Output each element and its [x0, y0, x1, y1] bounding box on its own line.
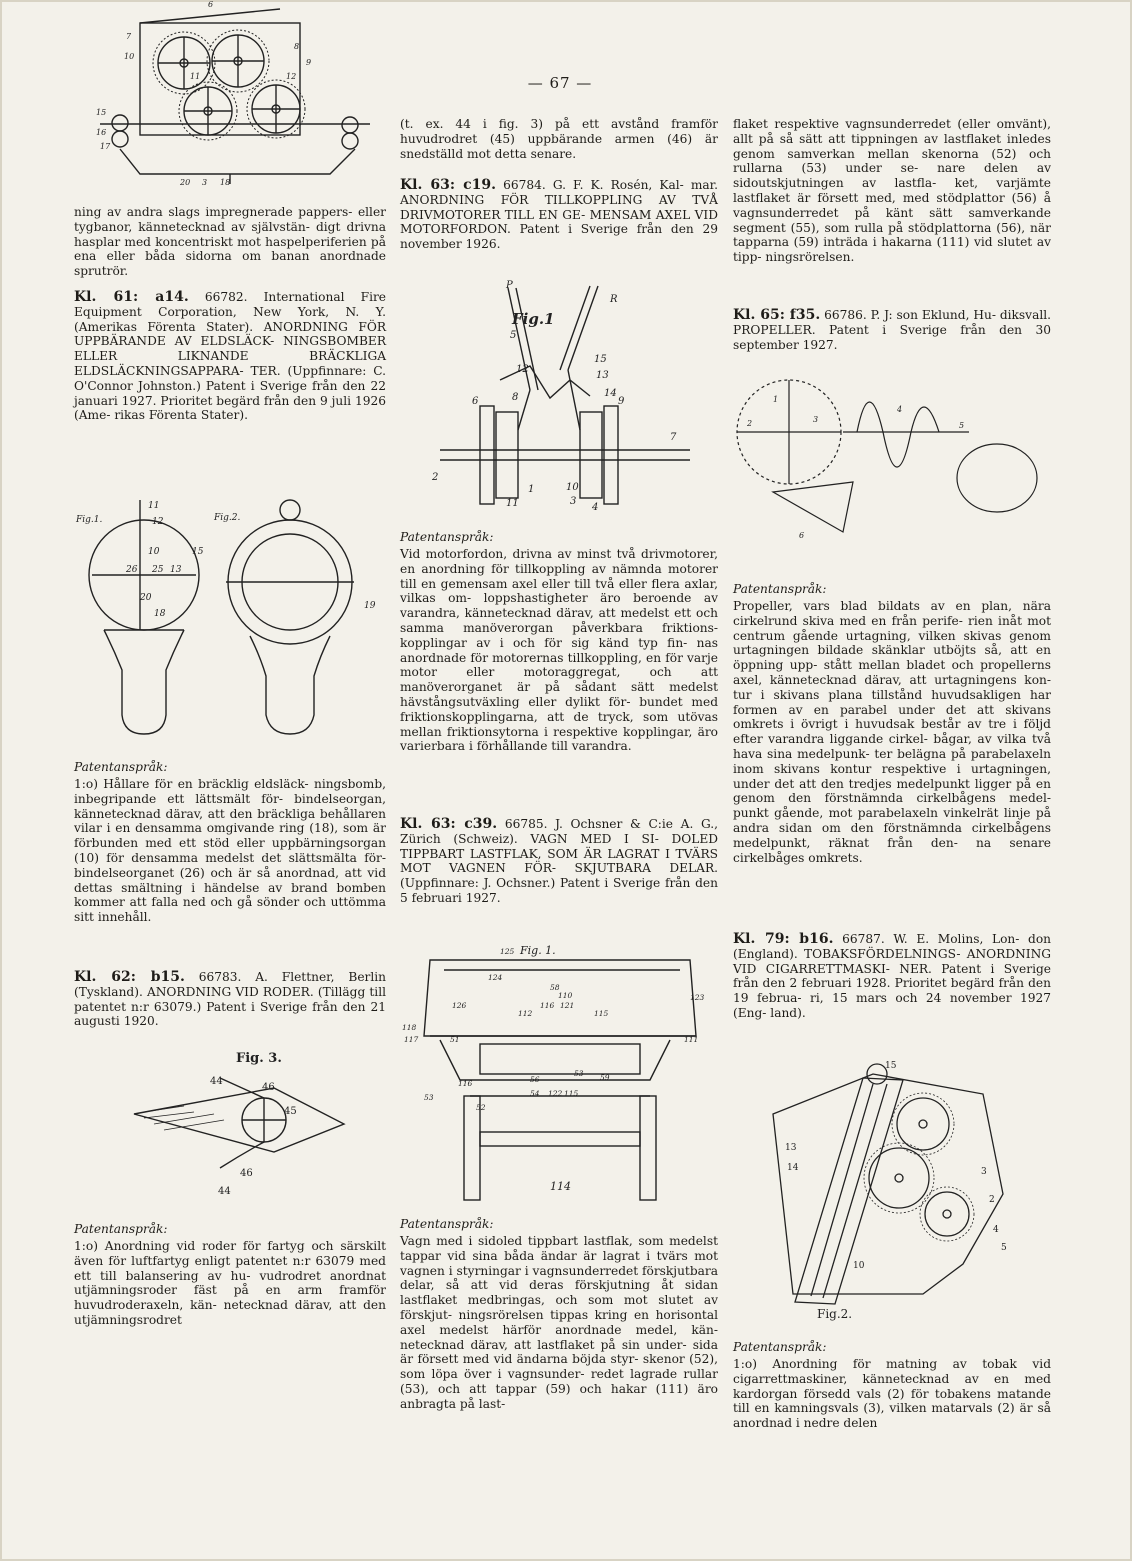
- figure-motor-coupling: [420, 280, 700, 515]
- continued-paragraph: flaket respektive vagnsunderredet (eller omvänt), allt på så sätt att tippningen av lastflaket inledes genom samverkan mellan skenorna (52) och rullarna (53) under se- nare delen av sidoutskjutningen av lastfla- ket, varjämte lastflaket är försett med, med stödplattor (56) å vagnsunderredet på känt sätt samverkande segment (55), som rulla på stödplattorna (56), när tapparna (59) inträda i hakarna (111) vid slutet av tipp- ningsrörelsen.: [733, 117, 1051, 265]
- continued-paragraph: (t. ex. 44 i fig. 3) på ett avstånd framför huvudrodret (45) uppbärande armen (46) är snedställd mot detta senare.: [400, 117, 718, 161]
- entry-65-header: [733, 308, 1051, 352]
- fig-wagon-label: 54: [530, 1089, 540, 1098]
- fig-propeller-label: 5: [959, 421, 965, 430]
- fig-coupling-label: 2: [432, 472, 439, 483]
- fig-cig-label: 2: [989, 1195, 995, 1205]
- fig-wagon-label: 58: [550, 983, 560, 992]
- fig-wagon-label: 53: [424, 1093, 434, 1102]
- fig3-label: 44: [210, 1076, 223, 1087]
- fig-bomb-label: 10: [148, 547, 160, 557]
- fig-wagon-label: 116: [458, 1079, 473, 1088]
- fig-coupling-label: 13: [596, 370, 609, 381]
- fig3-label: 44: [218, 1186, 231, 1197]
- entry-63b-header: [400, 817, 718, 906]
- fig-coupling-label: 6: [472, 396, 479, 407]
- fig-bomb-label: 25: [152, 565, 164, 575]
- fig-wagon-label: 123: [690, 993, 705, 1002]
- entry-79-body: 66787. W. E. Molins, Lon- don (England). TOBAKSFÖRDELNINGS- ANORDNING VID CIGARRETTMASKI- NER. Patent i Sverige från den 2 februari 1928. Prioritet begärd från den 19 februa- ri, 15 mars och 24 november 1927 (Eng- land).: [733, 932, 1052, 1020]
- entry-62-class: Kl. 62: b15.: [74, 969, 185, 985]
- fig-coupling-label: 14: [604, 388, 617, 399]
- entry-79-claim: 1:o) Anordning för matning av tobak vid cigarrettmaskiner, kännetecknad av en med kardorgan försedd vals (2) för tobakens matande till en kamningsvals (3), vilken matarvals (2) är så anordnad i nedre delen: [733, 1357, 1051, 1431]
- fig-top-label: 11: [190, 72, 201, 81]
- fig-wagon-title: Fig. 1.: [520, 944, 556, 957]
- fig-top-label: 17: [100, 142, 111, 151]
- fig-top-label: 16: [96, 128, 107, 137]
- entry-61-class: Kl. 61: a14.: [74, 289, 189, 305]
- entry-65-claim-label: Patentanspråk:: [733, 582, 827, 596]
- entry-62-body: 66783. A. Flettner, Berlin (Tyskland). ANORDNING VID RODER. (Tillägg till patentet n:r 63079.) Patent i Sverige från den 21 augusti 1920.: [74, 970, 387, 1029]
- fig-wagon-label: 56: [530, 1075, 540, 1084]
- fig-cig-label: 3: [981, 1167, 987, 1177]
- entry-63b-claim: Vagn med i sidoled tippbart lastflak, som medelst tappar vid sina båda ändar är lagrat i tvärs mot vagnen i styrningar i vagnsunderredet förskjutbara delar, så att vid deras förskjutning åt sidan lastflaket medbringas, och som mot slutet av förskjut- ningsrörelsen tippas kring en horisontal axel medelst härför anordnade medel, kän- netecknad därav, att lastflaket på sin under- sida är försett med vid ändarna böjda styr- skenor (52), som löpa över i vagnsunder- redet lagrade rullar (53), och att tappar (59) och hakar (111) äro anbragta på last-: [400, 1234, 718, 1411]
- fig-bomb-label: 13: [170, 565, 182, 575]
- figure-tipping-wagon: [400, 940, 718, 1210]
- figure-propeller: [733, 362, 1051, 562]
- fig-cig-label: 14: [787, 1163, 799, 1173]
- fig-wagon-label: 53: [574, 1069, 584, 1078]
- entry-63a-header: [400, 178, 718, 252]
- fig-coupling-label: P: [506, 280, 513, 291]
- fig-cig-label: 5: [1001, 1243, 1007, 1253]
- entry-62-header: [74, 970, 386, 1029]
- fig-wagon-label: 125: [500, 947, 515, 956]
- entry-62-claim-label: Patentanspråk:: [74, 1222, 168, 1236]
- fig-coupling-title: Fig.1: [512, 310, 555, 328]
- fig-propeller-label: 1: [773, 395, 779, 404]
- fig-bomb-label: 18: [154, 609, 166, 619]
- fig-coupling-label: 1: [528, 484, 535, 495]
- fig-wagon-label: 126: [452, 1001, 467, 1010]
- fig-coupling-label: 9: [618, 396, 625, 407]
- fig-coupling-label: 11: [506, 498, 519, 509]
- entry-62-claim: 1:o) Anordning vid roder för fartyg och särskilt även för luftfartyg enligt patentet n:r 63079 med ett till balansering av hu- vudrodret anordnat utjämningsroder fäst på en arm framför huvudroderaxeln, kän- netecknad därav, att den utjämningsrodret: [74, 1239, 386, 1327]
- entry-61-body: 66782. International Fire Equipment Corporation, New York, N. Y. (Amerikas Förenta Stater). ANORDNING FÖR UPPBÄRANDE AV ELDSLÄCK- NINGSBOMBER ELLER LIKNANDE BRÄCKLIGA ELDSLÄCKNINGSAPPARA- TER. (Uppfinnare: C. O'Connor Johnston.) Patent i Sverige från den 22 januari 1927. Prioritet begärd från den 9 juli 1926 (Ame- rikas Förenta Stater).: [74, 290, 387, 423]
- fig-wagon-label: 52: [476, 1103, 486, 1112]
- fig3-label: 46: [262, 1082, 275, 1093]
- fig-propeller-label: 4: [897, 405, 903, 414]
- fig-top-label: 10: [124, 52, 135, 61]
- fig-coupling-label: 7: [670, 432, 677, 443]
- fig-coupling-label: R: [610, 294, 618, 305]
- entry-79-claim-label: Patentanspråk:: [733, 1340, 827, 1354]
- fig-coupling-label: 4: [592, 502, 599, 513]
- fig-coupling-label: 15: [594, 354, 607, 365]
- fig-wagon-label: 111: [684, 1035, 699, 1044]
- fig-top-label: 20: [180, 178, 191, 187]
- page-number: — 67 —: [527, 74, 593, 92]
- continued-paragraph: ning av andra slags impregnerade pappers- eller tygbanor, kännetecknad av självstän- digt drivna hasplar med koncentriskt mot haspelperiferien på ena eller båda sidorna om banan anordnade sprutrör.: [74, 205, 386, 279]
- figure-impregnation-machine: [80, 0, 380, 189]
- fig-bomb-label: 19: [364, 601, 376, 611]
- fig-wagon-label: 122: [548, 1089, 563, 1098]
- fig-bomb-label: 20: [140, 593, 152, 603]
- entry-63b-body: 66785. J. Ochsner & C:ie A. G., Zürich (Schweiz). VAGN MED I SI- DOLED TIPPBART LASTFLAK, SOM ÄR LAGRAT I TVÄRS MOT VAGNEN FÖR- SKJUTBARA DELAR. (Uppfinnare: J. Ochsner.) Patent i Sverige från den 5 februari 1927.: [400, 817, 719, 905]
- fig-bomb-label: Fig.2.: [214, 513, 241, 523]
- entry-63a-body: 66784. G. F. K. Rosén, Kal- mar. ANORDNING FÖR TILLKOPPLING AV TVÅ DRIVMOTORER TILL EN GE- MENSAM AXEL VID MOTORFORDON. Patent i Sverige från den 29 november 1926.: [400, 178, 719, 252]
- fig-bomb-label: 11: [148, 501, 160, 511]
- fig-bomb-label: Fig.1.: [76, 515, 103, 525]
- figure-extinguisher-bomb: [74, 490, 386, 745]
- fig-cig-label: 15: [885, 1061, 897, 1071]
- fig3-title: Fig. 3.: [236, 1051, 282, 1066]
- fig-wagon-label: 116: [540, 1001, 555, 1010]
- fig-wagon-label: 124: [488, 973, 503, 982]
- fig-cig-title: Fig.2.: [817, 1307, 853, 1321]
- fig-coupling-label: 3: [570, 496, 577, 507]
- fig-bomb-label: 12: [152, 517, 164, 527]
- entry-65-class: Kl. 65: f35.: [733, 307, 821, 323]
- fig-wagon-label: 115: [564, 1089, 579, 1098]
- fig-propeller-label: 3: [813, 415, 819, 424]
- fig3-label: 46: [240, 1168, 253, 1179]
- entry-61-claim-label: Patentanspråk:: [74, 760, 168, 774]
- fig-top-label: 9: [306, 58, 312, 67]
- entry-79-class: Kl. 79: b16.: [733, 931, 834, 947]
- fig-wagon-label: 117: [404, 1035, 419, 1044]
- fig3-label: 45: [284, 1106, 297, 1117]
- figure-cigarette-machine: [753, 1054, 1023, 1324]
- fig-propeller-label: 2: [747, 419, 753, 428]
- fig-top-label: 15: [96, 108, 107, 117]
- fig-coupling-label: 5: [510, 330, 517, 341]
- fig-top-label: 3: [202, 178, 208, 187]
- fig-top-label: 12: [286, 72, 297, 81]
- fig-top-label: 18: [220, 178, 231, 187]
- fig-top-label: 6: [208, 0, 214, 9]
- fig-wagon-label: 110: [558, 991, 573, 1000]
- entry-63a-claim: Vid motorfordon, drivna av minst två drivmotorer, en anordning för tillkoppling av nämnda motorer till en gemensam axel eller till två eller flera axlar, vilkas om- loppshastigheter äro beroende av varandra, kännetecknad därav, att medelst ett och samma manöverorgan påverkbara friktions- kopplingar av i och för sig känd typ fin- nas anordnade för motorernas tillkoppling, en för varje motor eller motoraggregat, och att manöverorganet är på sådant sätt medelst hävstångsutväxling eller dylikt för- bundet med friktionskopplingarna, att de tryck, som utövas mellan friktionsytorna i respektive kopplingar, äro varierbara i förhållande till varandra.: [400, 547, 718, 754]
- fig-wagon-label: 112: [518, 1009, 533, 1018]
- figure-rudder: [124, 1048, 364, 1208]
- fig-cig-label: 4: [993, 1225, 999, 1235]
- entry-63b-class: Kl. 63: c39.: [400, 816, 498, 832]
- entry-63a-claim-label: Patentanspråk:: [400, 530, 494, 544]
- entry-61-claim: 1:o) Hållare för en bräcklig eldsläck- ningsbomb, inbegripande ett lättsmält för- bindelseorgan, kännetecknad därav, att den bräckliga behållaren vilar i en densamma omgivande ring (18), som är förbunden med ett stöd eller uppbärningsorgan (10) för densamma medelst det slättsmälta för- bindelseorganet (26) och är så anordnad, att vid dettas smältning i händelse av brand bomben kommer att falla ned och gå sönder och uttömma sitt innehåll.: [74, 777, 386, 925]
- fig-coupling-label: 8: [512, 392, 519, 403]
- fig-bomb-label: 26: [126, 565, 138, 575]
- fig-wagon-label: 51: [450, 1035, 460, 1044]
- entry-65-claim: Propeller, vars blad bildats av en plan, nära cirkelrund skiva med en från perife- rien inåt mot centrum gående urtagning, vilken skivas genom urtagningen bildade skänklar utböjts så, att en öppning upp- stått mellan bladet och propellerns axel, kännetecknad därav, att urtagningens kon- tur i skivans plana tillstånd huvudsakligen har formen av en parabel under det att skivans omkrets i övrigt i huvudsak består av tre i följd efter varandra liggande cirkel- bågar, av vilka två hava sina medelpunk- ter belägna på parabelaxeln inom skivans kontur respektive i urtagningen, under det att den tredjes medelpunkt ligger på en genom den förstnämnda cirkelbågens medel- punkt gående, mot parabelaxeln vinkelrät linje på andra sidan om den förstnämnda cirkelbågens medelpunkt, räknat från den- na senare cirkelbåges omkrets.: [733, 599, 1051, 865]
- fig-bomb-label: 15: [192, 547, 204, 557]
- fig-cig-label: 10: [853, 1261, 865, 1271]
- fig-wagon-label: 59: [600, 1073, 610, 1082]
- fig-top-label: 7: [126, 32, 132, 41]
- fig-coupling-label: 10: [566, 482, 579, 493]
- fig-wagon-title-2: 114: [550, 1180, 571, 1193]
- entry-63b-claim-label: Patentanspråk:: [400, 1217, 494, 1231]
- fig-wagon-label: 118: [402, 1023, 417, 1032]
- fig-cig-label: 13: [785, 1143, 797, 1153]
- entry-63a-class: Kl. 63: c19.: [400, 177, 497, 193]
- fig-propeller-label: 6: [799, 531, 805, 540]
- entry-65-body: 66786. P. J: son Eklund, Hu- diksvall. PROPELLER. Patent i Sverige från den 30 september 1927.: [733, 308, 1052, 352]
- entry-79-header: [733, 932, 1051, 1021]
- fig-top-label: 8: [294, 42, 300, 51]
- entry-61-header: [74, 290, 386, 423]
- fig-wagon-label: 115: [594, 1009, 609, 1018]
- fig-coupling-label: 12: [516, 364, 529, 375]
- fig-wagon-label: 121: [560, 1001, 575, 1010]
